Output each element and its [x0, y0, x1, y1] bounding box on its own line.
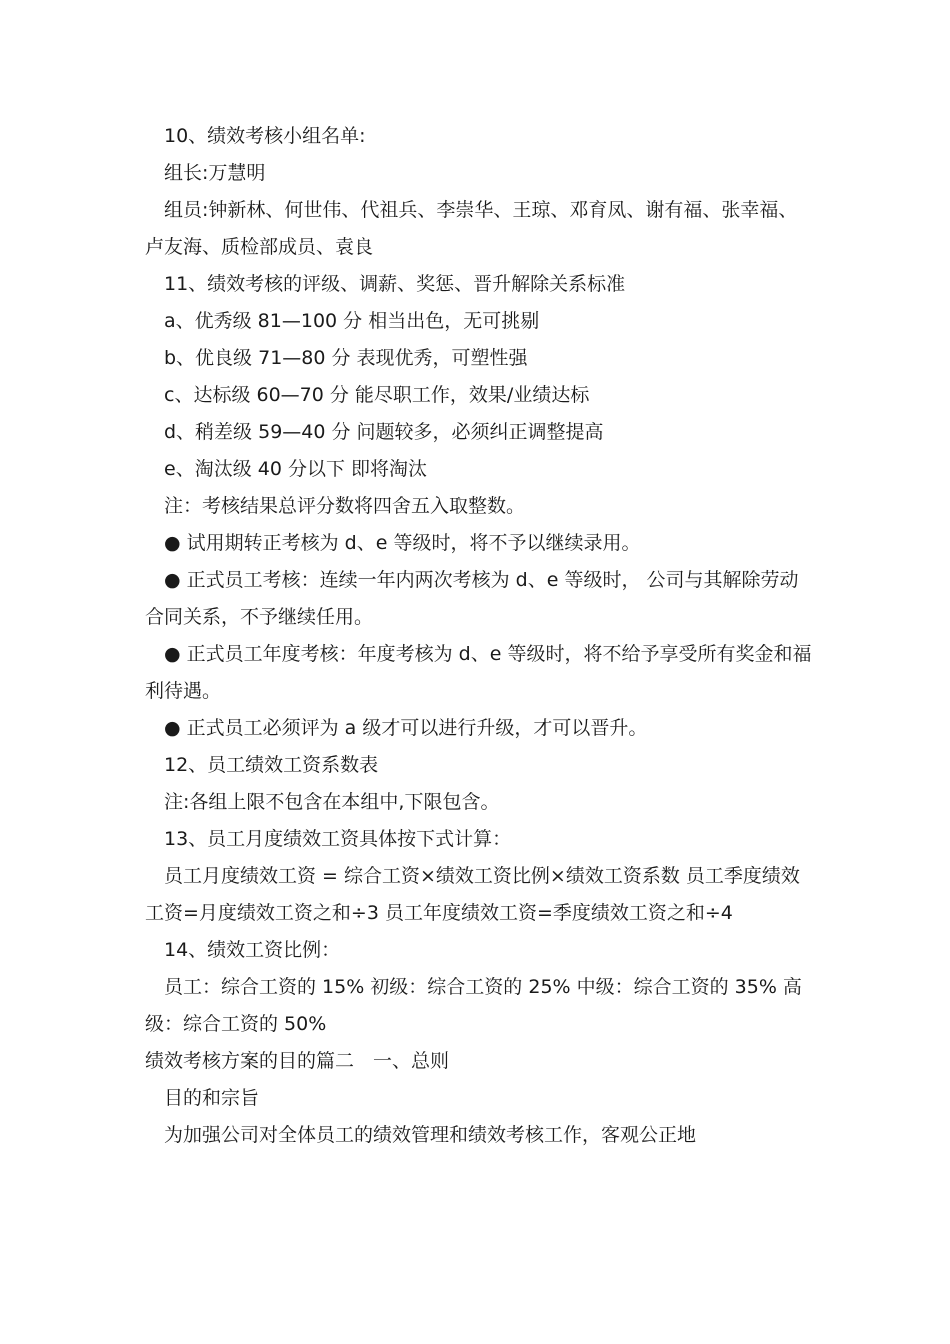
- paragraph-bullet-probation: ● 试用期转正考核为 d、e 等级时，将不予以继续录用。: [164, 532, 641, 554]
- paragraph-section-14: 14、绩效工资比例：: [164, 939, 341, 961]
- paragraph-formula: 员工月度绩效工资 = 综合工资×绩效工资比例×绩效工资系数 员工季度绩效工资=月度绩效工资之和÷3 员工年度绩效工资=季度绩效工资之和÷4: [145, 865, 800, 924]
- paragraph-ratios: 员工：综合工资的 15% 初级：综合工资的 25% 中级：综合工资的 35% 高级：综合工资的 50%: [145, 976, 802, 1035]
- paragraph-note-rounding: 注：考核结果总评分数将四舍五入取整数。: [164, 495, 526, 517]
- paragraph-note-limits: 注:各组上限不包含在本组中,下限包含。: [164, 791, 500, 813]
- document-body: [145, 118, 815, 1154]
- paragraph-purpose-heading: 目的和宗旨: [164, 1087, 260, 1109]
- paragraph-section-12: 12、员工绩效工资系数表: [164, 754, 379, 776]
- paragraph-grade-a: a、优秀级 81—100 分 相当出色，无可挑剔: [164, 310, 540, 332]
- paragraph-grade-d: d、稍差级 59—40 分 问题较多，必须纠正调整提高: [164, 421, 604, 443]
- paragraph-grade-e: e、淘汰级 40 分以下 即将淘汰: [164, 458, 427, 480]
- paragraph-purpose-body: 为加强公司对全体员工的绩效管理和绩效考核工作，客观公正地: [164, 1124, 697, 1146]
- paragraph-section-10: 10、绩效考核小组名单:: [164, 125, 366, 147]
- paragraph-part-two-heading: 绩效考核方案的目的篇二 一、总则: [145, 1050, 450, 1072]
- paragraph-bullet-promotion: ● 正式员工必须评为 a 级才可以进行升级，才可以晋升。: [164, 717, 648, 739]
- paragraph-bullet-annual: ● 正式员工年度考核：年度考核为 d、e 等级时，将不给予享受所有奖金和福利待遇。: [145, 643, 812, 702]
- paragraph-grade-b: b、优良级 71—80 分 表现优秀，可塑性强: [164, 347, 528, 369]
- paragraph-grade-c: c、达标级 60—70 分 能尽职工作，效果/业绩达标: [164, 384, 590, 406]
- paragraph-section-13: 13、员工月度绩效工资具体按下式计算：: [164, 828, 512, 850]
- paragraph-section-11: 11、绩效考核的评级、调薪、奖惩、晋升解除关系标准: [164, 273, 626, 295]
- paragraph-bullet-formal: ● 正式员工考核：连续一年内两次考核为 d、e 等级时， 公司与其解除劳动合同关系，不予继续任用。: [145, 569, 799, 628]
- paragraph-group-members: 组员:钟新林、何世伟、代祖兵、李崇华、王琼、邓育凤、谢有福、张幸福、卢友海、质检部成员、袁良: [145, 199, 798, 258]
- paragraph-group-leader: 组长:万慧明: [164, 162, 266, 184]
